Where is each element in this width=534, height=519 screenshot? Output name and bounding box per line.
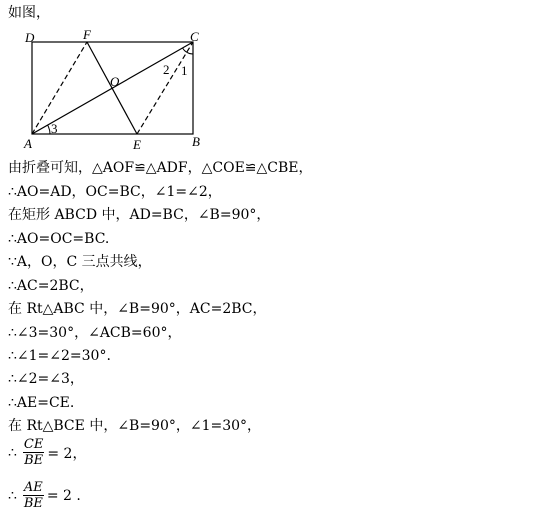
angle2-arc	[183, 48, 187, 52]
proof-line-3: 在矩形 ABCD 中，AD=BC，∠B=90°，	[8, 207, 271, 223]
intro-text: 如图，	[8, 5, 50, 21]
proof-line-12: 在 Rt△BCE 中，∠B=90°，∠1=30°，	[8, 418, 262, 434]
proof-line-9: ∴∠1=∠2=30°.	[8, 348, 111, 364]
denominator: BE	[23, 496, 43, 511]
label-o: O	[110, 74, 120, 89]
angle3-arc	[48, 125, 50, 134]
label-a: A	[24, 136, 32, 151]
label-angle1: 1	[181, 63, 188, 78]
proof-line-8: ∴∠3=30°，∠ACB=60°，	[8, 325, 182, 341]
label-f: F	[83, 27, 91, 42]
rectangle-fold-figure	[0, 20, 240, 155]
therefore-symbol: ∴	[8, 444, 17, 461]
fraction-suffix: = 2 .	[46, 487, 81, 504]
therefore-symbol: ∴	[8, 487, 17, 504]
angle1-arc	[187, 52, 193, 54]
label-c: C	[190, 29, 199, 44]
denominator: BE	[24, 453, 44, 468]
label-angle3: 3	[51, 121, 58, 136]
numerator: CE	[23, 437, 44, 452]
label-e: E	[133, 137, 141, 152]
proof-line-11: ∴AE=CE.	[8, 395, 75, 411]
proof-line-1: 由折叠可知，△AOF≌△ADF，△COE≌△CBE，	[8, 160, 313, 176]
proof-line-10: ∴∠2=∠3，	[8, 371, 84, 387]
proof-line-4: ∴AO=OC=BC.	[8, 231, 110, 247]
numerator: AE	[23, 480, 43, 495]
label-b: B	[192, 134, 200, 149]
fraction-ce-over-be	[23, 437, 44, 468]
proof-line-2: ∴AO=AD，OC=BC，∠1=∠2，	[8, 184, 222, 200]
proof-line-5: ∵A，O，C 三点共线，	[8, 254, 152, 270]
proof-line-6: ∴AC=2BC，	[8, 278, 94, 294]
fraction-ae-over-be	[23, 480, 44, 511]
label-d: D	[25, 30, 35, 45]
fraction-line-ae-be	[8, 480, 81, 511]
dashed-af	[32, 42, 87, 134]
fraction-suffix: = 2，	[47, 445, 87, 462]
fraction-line-ce-be	[8, 437, 86, 468]
proof-line-7: 在 Rt△ABC 中，∠B=90°，AC=2BC，	[8, 301, 267, 317]
dashed-ce	[137, 42, 193, 134]
label-angle2: 2	[163, 62, 170, 77]
